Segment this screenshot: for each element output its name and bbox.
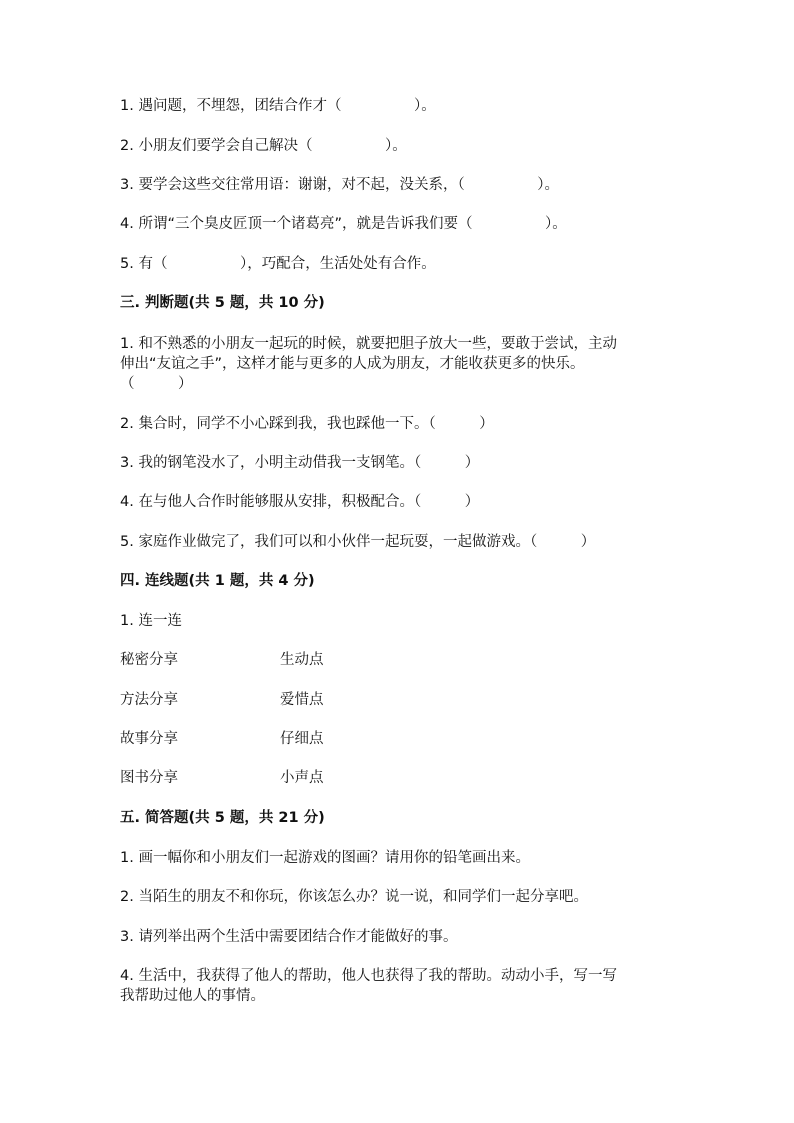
section-5-title: 五. 简答题(共 5 题，共 21 分) bbox=[120, 810, 325, 826]
match-left-1: 秘密分享 bbox=[120, 652, 178, 668]
match-right-4: 小声点 bbox=[280, 770, 324, 786]
judge-q5: 5. 家庭作业做完了，我们可以和小伙伴一起玩耍，一起做游戏。（ ） bbox=[120, 534, 596, 550]
judge-q1-line1: 1. 和不熟悉的小朋友一起玩的时候，就要把胆子放大一些，要敢于尝试，主动 bbox=[120, 336, 617, 352]
fill-blank-q5: 5. 有（ ），巧配合，生活处处有合作。 bbox=[120, 256, 436, 272]
short-q4-line2: 我帮助过他人的事情。 bbox=[120, 988, 265, 1004]
match-q1: 1. 连一连 bbox=[120, 613, 182, 629]
match-left-2: 方法分享 bbox=[120, 692, 178, 708]
section-4-title: 四. 连线题(共 1 题，共 4 分) bbox=[120, 573, 315, 589]
fill-blank-q3: 3. 要学会这些交往常用语：谢谢，对不起，没关系，（ ）。 bbox=[120, 177, 559, 193]
judge-q4: 4. 在与他人合作时能够服从安排，积极配合。（ ） bbox=[120, 494, 480, 510]
fill-blank-q1: 1. 遇问题，不埋怨，团结合作才（ ）。 bbox=[120, 98, 436, 114]
fill-blank-q2: 2. 小朋友们要学会自己解决（ ）。 bbox=[120, 138, 407, 154]
match-left-3: 故事分享 bbox=[120, 731, 178, 747]
judge-q3: 3. 我的钢笔没水了，小明主动借我一支钢笔。（ ） bbox=[120, 455, 480, 471]
judge-q2: 2. 集合时，同学不小心踩到我，我也踩他一下。（ ） bbox=[120, 416, 494, 432]
short-q4-line1: 4. 生活中，我获得了他人的帮助，他人也获得了我的帮助。动动小手，写一写 bbox=[120, 968, 617, 984]
section-3-title: 三. 判断题(共 5 题，共 10 分) bbox=[120, 295, 325, 311]
match-right-2: 爱惜点 bbox=[280, 692, 324, 708]
short-q1: 1. 画一幅你和小朋友们一起游戏的图画？请用你的铅笔画出来。 bbox=[120, 850, 530, 866]
match-left-4: 图书分享 bbox=[120, 770, 178, 786]
match-right-1: 生动点 bbox=[280, 652, 324, 668]
fill-blank-q4: 4. 所谓“三个臭皮匠顶一个诸葛亮”，就是告诉我们要（ ）。 bbox=[120, 216, 567, 232]
judge-q1-line2: 伸出“友谊之手”，这样才能与更多的人成为朋友，才能收获更多的快乐。 bbox=[120, 356, 585, 372]
match-right-3: 仔细点 bbox=[280, 731, 324, 747]
short-q2: 2. 当陌生的朋友不和你玩，你该怎么办？说一说，和同学们一起分享吧。 bbox=[120, 889, 588, 905]
short-q3: 3. 请列举出两个生活中需要团结合作才能做好的事。 bbox=[120, 929, 458, 945]
judge-q1-line3: （ ） bbox=[120, 376, 193, 392]
